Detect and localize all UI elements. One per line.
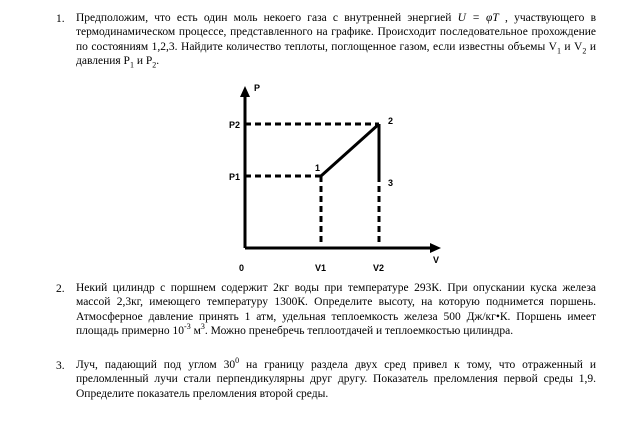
problem-text-part: и давления P xyxy=(76,40,597,68)
subscript: 2 xyxy=(152,60,157,70)
problem-text-part: , участвующего в термодинамическом процессе, представленного на графике. Происходит последовательное прохождение по состояниям 1,2,3. Найдите количество теплоты, поглощенное газом, если известны объемы V xyxy=(76,12,596,53)
problem-text-part: . xyxy=(156,55,160,68)
problem-text-part: Некий цилиндр с поршнем содержит 2кг воды при температуре 293К. При опускании куска железа массой 2,3кг, имеющего температуру 1300К. Определите высоту, на которую поднимется поршень. Атмосферное давление принять 1 атм, удельная теплоемкость железа 500 Дж/кг•К. Поршень имеет площадь примерно 10 xyxy=(76,282,596,338)
axis-p-label: P xyxy=(254,83,261,93)
v-axis-arrow xyxy=(430,243,441,253)
superscript: 3 xyxy=(200,322,205,332)
problem-text xyxy=(76,358,596,401)
axis-v-label: V xyxy=(433,255,440,265)
problem-text-part: Луч, падающий под углом 30 xyxy=(76,359,236,371)
superscript: -3 xyxy=(184,322,191,332)
point-2-label: 2 xyxy=(388,116,394,126)
problem-number: 1. xyxy=(56,13,65,25)
point-3-label: 3 xyxy=(388,178,394,188)
origin-label: 0 xyxy=(239,263,245,273)
problem-text xyxy=(76,281,596,339)
problem-text xyxy=(76,11,596,69)
v2-label: V2 xyxy=(373,263,385,273)
problem-text-part: на границу раздела двух сред привел к тому, что отраженный и преломленный лучи стали перпендикулярны друг другу. Показатель преломления первой среды 1,9. Определите показатель преломления второй среды. xyxy=(76,359,596,400)
subscript: 2 xyxy=(582,46,587,56)
problem-text-part: Предположим, что есть один моль некоего газа с внутренней энергией xyxy=(76,12,458,24)
superscript: 0 xyxy=(235,356,240,366)
problem-text-part: м xyxy=(190,325,201,338)
point-1-label: 1 xyxy=(315,163,321,173)
problem-text-part: и V xyxy=(560,40,583,53)
pv-diagram xyxy=(205,80,455,280)
formula: U = φT xyxy=(457,12,499,24)
v1-label: V1 xyxy=(315,263,327,273)
problem-text-part: и P xyxy=(133,55,153,68)
subscript: 1 xyxy=(129,60,134,70)
p1-label: P1 xyxy=(229,172,241,182)
problem-number: 3. xyxy=(56,360,65,372)
problem-number: 2. xyxy=(56,283,65,295)
p-axis-arrow xyxy=(240,86,250,97)
process-1-2 xyxy=(321,124,379,176)
p2-label: P2 xyxy=(229,120,241,130)
subscript: 1 xyxy=(556,46,561,56)
problem-text-part: . Можно пренебречь теплоотдачей и теплоемкостью цилиндра. xyxy=(204,325,514,338)
